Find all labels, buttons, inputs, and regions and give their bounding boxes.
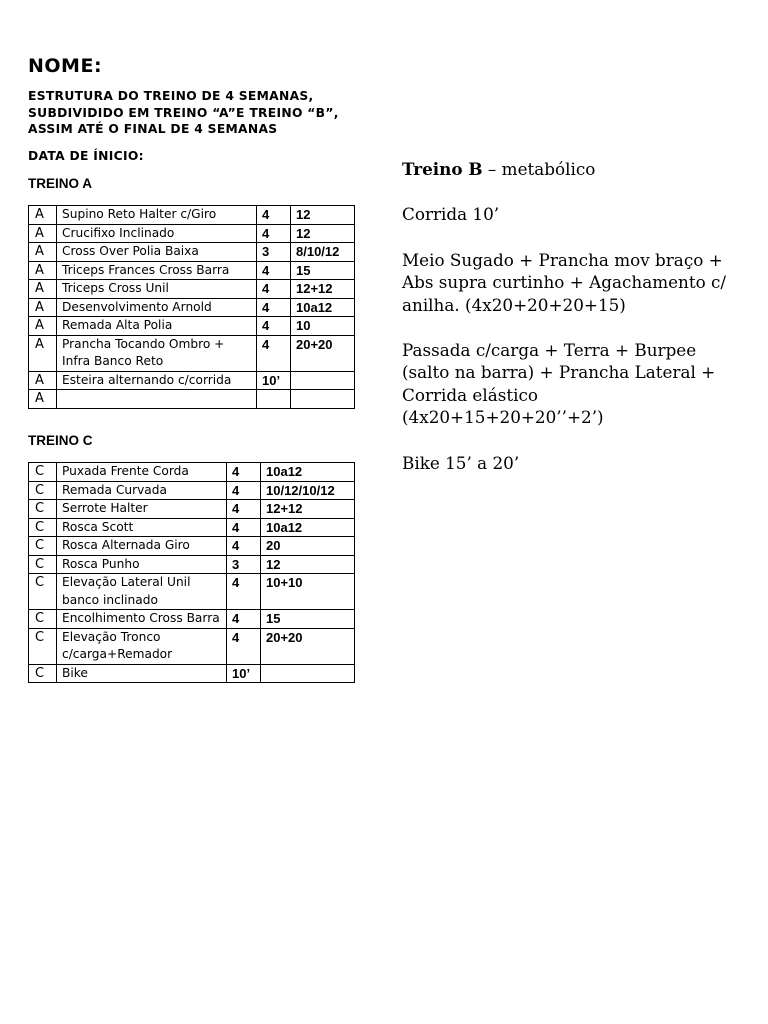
table-row	[29, 298, 355, 317]
row-letter: A	[29, 224, 57, 243]
exercise-name: Triceps Cross Unil	[57, 280, 257, 299]
table-row	[29, 224, 355, 243]
exercise-reps: 20+20	[261, 628, 355, 664]
exercise-name: Cross Over Polia Baixa	[57, 243, 257, 262]
exercise-name: Serrote Halter	[57, 500, 227, 519]
exercise-reps: 10a12	[291, 298, 355, 317]
exercise-name: Crucifixo Inclinado	[57, 224, 257, 243]
treino-b-paragraph: Bike 15’ a 20’	[402, 452, 520, 473]
exercise-name: Desenvolvimento Arnold	[57, 298, 257, 317]
row-letter: C	[29, 555, 57, 574]
row-letter: C	[29, 463, 57, 482]
row-letter: A	[29, 371, 57, 390]
exercise-sets: 4	[227, 628, 261, 664]
exercise-reps: 15	[291, 261, 355, 280]
table-row	[29, 481, 355, 500]
table-row	[29, 574, 355, 610]
row-letter: C	[29, 574, 57, 610]
table-row	[29, 280, 355, 299]
row-letter: A	[29, 298, 57, 317]
exercise-reps: 10	[291, 317, 355, 336]
table-row	[29, 628, 355, 664]
treino-b-title: Treino B	[402, 159, 483, 179]
exercise-reps: 10/12/10/12	[261, 481, 355, 500]
table-row	[29, 537, 355, 556]
treino-c-table	[28, 462, 355, 683]
exercise-reps	[291, 371, 355, 390]
treino-b-paragraph: Meio Sugado + Prancha mov braço + Abs supra curtinho + Agachamento c/ anilha. (4x20+20+20+15)	[402, 249, 727, 315]
exercise-reps: 20+20	[291, 335, 355, 371]
exercise-sets: 4	[227, 500, 261, 519]
row-letter: C	[29, 664, 57, 683]
treino-b-paragraph: Passada c/carga + Terra + Burpee (salto na barra) + Prancha Lateral + Corrida elástico (4x20+15+20+20’’+2’)	[402, 340, 716, 428]
treino-c-title: TREINO C	[28, 433, 93, 448]
treino-a-title: TREINO A	[28, 176, 92, 191]
data-inicio-label: DATA DE ÍNICIO:	[28, 149, 144, 163]
exercise-name: Esteira alternando c/corrida	[57, 371, 257, 390]
row-letter: A	[29, 243, 57, 262]
row-letter: C	[29, 628, 57, 664]
treino-b-subtitle: – metabólico	[482, 159, 596, 179]
exercise-name: Remada Alta Polia	[57, 317, 257, 336]
exercise-reps: 12+12	[261, 500, 355, 519]
table-row	[29, 335, 355, 371]
row-letter: C	[29, 518, 57, 537]
row-letter: A	[29, 390, 57, 409]
exercise-name: Rosca Alternada Giro	[57, 537, 227, 556]
row-letter: C	[29, 537, 57, 556]
exercise-sets: 4	[257, 261, 291, 280]
exercise-name: Elevação Tronco c/carga+Remador	[57, 628, 227, 664]
exercise-name: Remada Curvada	[57, 481, 227, 500]
estrutura-text: ESTRUTURA DO TREINO DE 4 SEMANAS, SUBDIVIDIDO EM TREINO “A”E TREINO “B”, ASSIM ATÉ O FINAL DE 4 SEMANAS	[28, 89, 339, 136]
exercise-name: Elevação Lateral Unil banco inclinado	[57, 574, 227, 610]
exercise-reps: 8/10/12	[291, 243, 355, 262]
table-row	[29, 317, 355, 336]
exercise-sets: 3	[257, 243, 291, 262]
exercise-reps: 12+12	[291, 280, 355, 299]
table-row	[29, 206, 355, 225]
treino-b-section	[402, 158, 742, 497]
exercise-reps: 10a12	[261, 518, 355, 537]
exercise-sets: 10’	[227, 664, 261, 683]
treino-b-heading	[402, 158, 742, 180]
exercise-sets: 4	[257, 280, 291, 299]
table-row	[29, 371, 355, 390]
treino-a-table	[28, 205, 355, 409]
exercise-reps: 12	[291, 206, 355, 225]
exercise-sets: 4	[257, 224, 291, 243]
exercise-reps: 12	[291, 224, 355, 243]
row-letter: A	[29, 280, 57, 299]
table-row	[29, 664, 355, 683]
exercise-name: Triceps Frances Cross Barra	[57, 261, 257, 280]
exercise-reps: 12	[261, 555, 355, 574]
exercise-reps: 20	[261, 537, 355, 556]
nome-label: NOME:	[28, 55, 103, 77]
exercise-name: Bike	[57, 664, 227, 683]
exercise-sets: 4	[227, 537, 261, 556]
exercise-name: Rosca Scott	[57, 518, 227, 537]
table-row	[29, 261, 355, 280]
exercise-name: Prancha Tocando Ombro + Infra Banco Reto	[57, 335, 257, 371]
row-letter: A	[29, 317, 57, 336]
exercise-name: Encolhimento Cross Barra	[57, 610, 227, 629]
row-letter: A	[29, 206, 57, 225]
row-letter: C	[29, 500, 57, 519]
exercise-reps: 10a12	[261, 463, 355, 482]
table-row	[29, 518, 355, 537]
row-letter: C	[29, 610, 57, 629]
exercise-sets	[257, 390, 291, 409]
table-row	[29, 555, 355, 574]
table-row	[29, 500, 355, 519]
exercise-name: Puxada Frente Corda	[57, 463, 227, 482]
table-row	[29, 610, 355, 629]
exercise-sets: 4	[257, 298, 291, 317]
exercise-reps	[261, 664, 355, 683]
row-letter: A	[29, 261, 57, 280]
exercise-name: Rosca Punho	[57, 555, 227, 574]
exercise-sets: 3	[227, 555, 261, 574]
row-letter: A	[29, 335, 57, 371]
exercise-reps: 10+10	[261, 574, 355, 610]
exercise-sets: 10’	[257, 371, 291, 390]
exercise-sets: 4	[227, 574, 261, 610]
table-row	[29, 390, 355, 409]
exercise-sets: 4	[257, 206, 291, 225]
exercise-sets: 4	[227, 610, 261, 629]
table-row	[29, 463, 355, 482]
exercise-name	[57, 390, 257, 409]
exercise-name: Supino Reto Halter c/Giro	[57, 206, 257, 225]
exercise-sets: 4	[227, 518, 261, 537]
exercise-sets: 4	[257, 335, 291, 371]
treino-b-paragraph: Corrida 10’	[402, 204, 500, 225]
exercise-sets: 4	[227, 481, 261, 500]
row-letter: C	[29, 481, 57, 500]
exercise-reps: 15	[261, 610, 355, 629]
table-row	[29, 243, 355, 262]
exercise-sets: 4	[257, 317, 291, 336]
exercise-reps	[291, 390, 355, 409]
exercise-sets: 4	[227, 463, 261, 482]
